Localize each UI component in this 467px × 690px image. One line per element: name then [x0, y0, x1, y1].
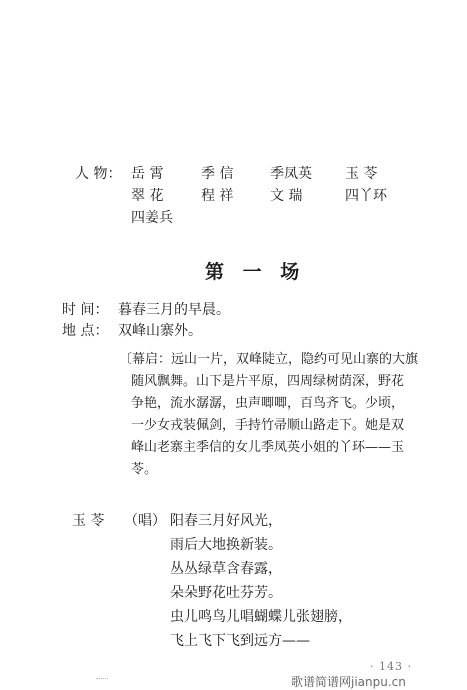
- song-speaker: 玉 苓: [72, 513, 105, 529]
- stage-direction-line: 〔幕启：远山一片，双峰陡立，隐约可见山寨的大旗: [119, 352, 419, 367]
- watermark-text: 歌谱简谱网: [291, 675, 352, 689]
- scene-title: 第 一 场: [205, 261, 306, 283]
- cast-name: 季凤英: [270, 166, 312, 182]
- time-value: 暮春三月的早晨。: [118, 302, 230, 318]
- cast-name: 季 信: [201, 166, 234, 182]
- cast-heading: 人 物：: [75, 166, 122, 182]
- place-label: 地 点：: [62, 323, 109, 339]
- place-value: 双峰山寨外。: [118, 323, 202, 339]
- song-line: 飞上飞下飞到远方——: [170, 633, 310, 649]
- cast-name: 四丫环: [345, 188, 387, 204]
- cast-name: 四姜兵: [131, 210, 173, 226]
- scan-dots: [96, 678, 108, 681]
- cast-name: 玉 苓: [345, 166, 378, 182]
- song-line: 阳春三月好风光，: [170, 513, 282, 529]
- stage-direction-line: 随风飘舞。山下是片平原，四周绿树荫深，野花: [131, 374, 405, 389]
- cast-name: 程 祥: [201, 188, 234, 204]
- cast-name: 文 瑞: [270, 188, 303, 204]
- page-number: · 143 ·: [370, 660, 412, 673]
- cast-name: 岳 霄: [131, 166, 164, 182]
- stage-direction-line: 峰山老寨主季信的女儿季凤英小姐的丫环——玉: [131, 440, 405, 455]
- watermark-url: jianpu.cn: [351, 675, 406, 689]
- song-line: 朵朵野花吐芬芳。: [170, 585, 282, 601]
- stage-direction-line: 一少女戎装佩剑，手持竹帚顺山路走下。她是双: [131, 418, 405, 433]
- song-line: 虫儿鸣鸟儿唱蝴蝶儿张翅膀，: [170, 609, 352, 625]
- stage-direction-line: 争艳，流水潺潺，虫声唧唧，百鸟齐飞。少顷，: [131, 396, 405, 411]
- watermark: [291, 673, 406, 690]
- song-line: 丛丛绿草含春露，: [170, 561, 282, 577]
- stage-direction-line: 苓。: [131, 462, 158, 477]
- song-mode: （唱）: [124, 513, 166, 529]
- cast-name: 翠 花: [131, 188, 164, 204]
- time-label: 时 间：: [62, 302, 109, 318]
- song-line: 雨后大地换新装。: [170, 537, 282, 553]
